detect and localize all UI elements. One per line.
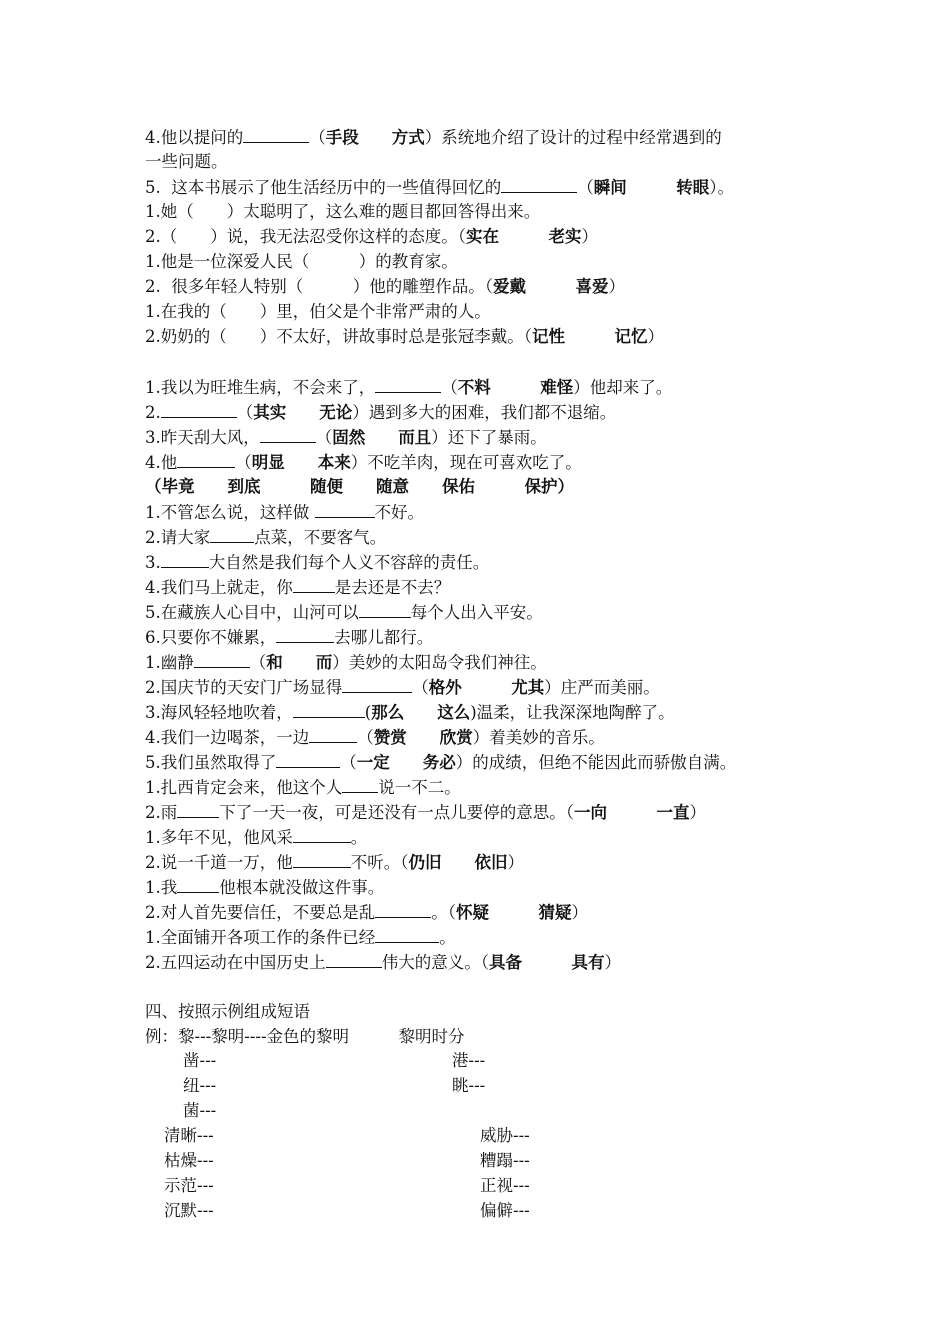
line-text: ）美妙的太阳岛令我们神往。 (332, 653, 547, 672)
word-options: 怀疑 猜疑 (456, 903, 572, 922)
answer-blank[interactable] (177, 876, 219, 893)
line-text: 2.说一千道一万，他 (145, 853, 293, 872)
phrase-item: 糟蹋--- (480, 1151, 530, 1170)
word-options: 实在 老实 (466, 227, 582, 246)
answer-blank[interactable] (210, 526, 254, 543)
line-text: （ (357, 728, 374, 747)
text-line (145, 851, 524, 874)
line-text: （ (249, 653, 267, 672)
text-line (145, 251, 458, 273)
phrase-item: 清晰--- (164, 1126, 214, 1145)
answer-blank[interactable] (276, 751, 340, 768)
line-text: 1.扎西肯定会来，他这个人 (145, 778, 343, 797)
word-options: 格外 尤其 (428, 678, 545, 697)
line-text: 说一不二。 (378, 778, 461, 797)
text-line (145, 451, 582, 474)
line-text: 1.全面铺开各项工作的条件已经 (145, 928, 376, 947)
text-line (145, 601, 543, 624)
line-text: 例：黎---黎明----金色的黎明 黎明时分 (145, 1027, 465, 1046)
line-text: ）的成绩，但绝不能因此而骄傲自满。 (455, 753, 737, 772)
answer-blank[interactable] (359, 601, 411, 618)
phrase-item: 正视--- (480, 1176, 530, 1195)
answer-blank[interactable] (326, 951, 382, 968)
line-text: 2.雨 (145, 803, 178, 822)
phrase-item: 沉默--- (164, 1201, 214, 1220)
line-text: 3. (145, 553, 161, 572)
word-options: （毕竟 到底 随便 随意 保佑 保护） (145, 477, 574, 496)
line-text: 4.他 (145, 453, 178, 472)
line-text: ）系统地介绍了设计的过程中经常遇到的 (424, 128, 722, 147)
text-line (145, 801, 706, 824)
word-options: 具备 具有 (489, 953, 605, 972)
word-options: 那么 这么 (371, 703, 471, 722)
line-text: 1.他是一位深爱人民（ ）的教育家。 (145, 252, 458, 271)
text-line (145, 876, 384, 899)
line-text: ） (581, 227, 598, 246)
phrase-item: 威胁--- (480, 1126, 530, 1145)
text-line (145, 751, 736, 774)
text-line (145, 276, 625, 298)
line-text: 他根本就没做这件事。 (219, 878, 385, 897)
line-text: 5.我们虽然取得了 (145, 753, 277, 772)
line-text: （ (441, 378, 458, 397)
line-text: )温柔，让我深深地陶醉了。 (470, 703, 675, 722)
line-text: 2.国庆节的天安门广场显得 (145, 678, 343, 697)
line-text: ） (647, 327, 664, 346)
answer-blank[interactable] (194, 651, 250, 668)
phrase-item: 菌--- (183, 1101, 217, 1120)
answer-blank[interactable] (243, 126, 309, 143)
answer-blank[interactable] (161, 401, 237, 418)
line-text: 点菜，不要客气。 (254, 528, 387, 547)
answer-blank[interactable] (260, 426, 316, 443)
line-text: ） (689, 803, 706, 822)
line-text: 3.海风轻轻地吹着， (145, 703, 293, 722)
line-text: ）遇到多大的困难，我们都不退缩。 (352, 403, 617, 422)
word-options: 瞬间 转眼 (593, 178, 710, 197)
line-text: 2. 很多年轻人特别（ ）他的雕塑作品。（ (145, 277, 493, 296)
line-text: （ (577, 178, 594, 197)
text-line (145, 926, 456, 949)
text-line (145, 901, 588, 924)
phrase-item: 枯燥--- (164, 1151, 214, 1170)
phrase-item: 偏僻--- (480, 1201, 530, 1220)
answer-blank[interactable] (177, 801, 219, 818)
answer-blank[interactable] (375, 376, 441, 393)
answer-blank[interactable] (375, 926, 439, 943)
line-text: 大自然是我们每个人义不容辞的责任。 (208, 553, 490, 572)
line-text: （ (236, 403, 254, 422)
text-line (145, 326, 664, 348)
answer-blank[interactable] (375, 901, 431, 918)
line-text: 伟大的意义。（ (381, 953, 489, 972)
line-text: 是去还是不去？ (334, 578, 451, 597)
text-line (145, 476, 574, 498)
line-text: 5. 这本书展示了他生活经历中的一些值得回忆的 (145, 178, 502, 197)
answer-blank[interactable] (293, 826, 351, 843)
line-text: （ (315, 428, 333, 447)
answer-blank[interactable] (342, 776, 378, 793)
text-line (145, 126, 722, 149)
answer-blank[interactable] (501, 176, 577, 193)
text-line (145, 651, 547, 674)
answer-blank[interactable] (276, 626, 334, 643)
line-text: 2.对人首先要信任，不要总是乱 (145, 903, 376, 922)
text-line (145, 776, 461, 799)
word-options: 一定 务必 (356, 753, 456, 772)
word-options: 和 而 (266, 653, 333, 672)
text-line (145, 701, 675, 724)
phrase-item: 港--- (452, 1051, 486, 1070)
text-line (145, 626, 433, 649)
line-text: ）庄严而美丽。 (544, 678, 660, 697)
line-text: ）还下了暴雨。 (431, 428, 547, 447)
line-text: 2.（ ）说，我无法忍受你这样的态度。（ (145, 227, 466, 246)
line-text: 1.我 (145, 878, 178, 897)
answer-blank[interactable] (293, 851, 351, 868)
text-line (145, 151, 228, 173)
line-text: 。 (439, 928, 456, 947)
line-text: ） (571, 903, 588, 922)
answer-blank[interactable] (315, 501, 375, 518)
word-options: 赞赏 欣赏 (373, 728, 473, 747)
line-text: ） (608, 277, 625, 296)
text-line (145, 401, 616, 424)
line-text: （ (412, 678, 429, 697)
line-text: 一些问题。 (145, 152, 228, 171)
line-text: 1.我以为旺堆生病，不会来了， (145, 378, 376, 397)
word-options: 其实 无论 (253, 403, 353, 422)
text-line (145, 526, 386, 549)
line-text: 1.在我的（ ）里，伯父是个非常严肃的人。 (145, 302, 491, 321)
word-options: 明显 本来 (251, 453, 351, 472)
line-text: 2.请大家 (145, 528, 211, 547)
line-text: （ (309, 128, 326, 147)
text-line (145, 201, 540, 223)
line-text: 2. (145, 403, 161, 422)
text-line (145, 951, 621, 974)
word-options: 一向 一直 (574, 803, 690, 822)
phrase-item: 纽--- (183, 1076, 217, 1095)
line-text: ）他却来了。 (573, 378, 673, 397)
line-text: 去哪儿都行。 (334, 628, 434, 647)
word-options: 手段 方式 (325, 128, 425, 147)
line-text: 4.我们一边喝茶，一边 (145, 728, 310, 747)
text-line (145, 226, 598, 248)
line-text: 2.奶奶的（ ）不太好，讲故事时总是张冠李戴。（ (145, 327, 532, 346)
word-options: 固然 而且 (332, 428, 432, 447)
line-text: 。（ (431, 903, 456, 922)
line-text: 1.幽静 (145, 653, 194, 672)
answer-blank[interactable] (177, 451, 235, 468)
word-options: 爱戴 喜爱 (492, 277, 609, 296)
text-line (145, 301, 491, 323)
word-options: 记性 记忆 (532, 327, 648, 346)
line-text: （ (235, 453, 252, 472)
text-line (145, 376, 672, 399)
text-line (145, 576, 450, 599)
phrase-item: 凿--- (183, 1051, 217, 1070)
answer-blank[interactable] (342, 676, 412, 693)
text-line (145, 1001, 310, 1023)
text-line (145, 176, 734, 199)
text-line (145, 676, 660, 699)
text-line (145, 426, 547, 449)
line-text: 。 (350, 828, 368, 847)
line-text: 6.只要你不嫌累， (145, 628, 277, 647)
word-options: 不料 难怪 (457, 378, 574, 397)
text-line (145, 726, 605, 749)
answer-blank[interactable] (293, 701, 365, 718)
line-text: （ (340, 753, 357, 772)
line-text: 1.多年不见，他风采 (145, 828, 293, 847)
line-text: ）着美妙的音乐。 (472, 728, 605, 747)
line-text: 每个人出入平安。 (410, 603, 543, 622)
line-text: 5.在藏族人心目中，山河可以 (145, 603, 359, 622)
text-line (145, 551, 489, 574)
line-text: ） (604, 953, 621, 972)
line-text: 1.她（ ）太聪明了，这么难的题目都回答得出来。 (145, 202, 541, 221)
phrase-item: 眺--- (452, 1076, 486, 1095)
line-text: 不听。（ (350, 853, 409, 872)
line-text: 2.五四运动在中国历史上 (145, 953, 326, 972)
answer-blank[interactable] (161, 551, 209, 568)
line-text: 下了一天一夜，可是还没有一点儿要停的意思。（ (219, 803, 574, 822)
text-line (145, 1026, 465, 1048)
line-text: 四、按照示例组成短语 (145, 1002, 310, 1021)
line-text: 1.不管怎么说，这样做 (145, 503, 315, 522)
line-text: 4.他以提问的 (145, 128, 244, 147)
line-text: 3.昨天刮大风， (145, 428, 260, 447)
word-options: 仍旧 依旧 (408, 853, 508, 872)
line-text: 4.我们马上就走，你 (145, 578, 293, 597)
phrase-item: 示范--- (164, 1176, 214, 1195)
answer-blank[interactable] (309, 726, 357, 743)
text-line (145, 826, 367, 849)
line-text: ）不吃羊肉，现在可喜欢吃了。 (350, 453, 582, 472)
line-text: ( (364, 703, 372, 722)
answer-blank[interactable] (293, 576, 335, 593)
line-text: 不好。 (374, 503, 424, 522)
text-line (145, 501, 424, 524)
line-text: ）。 (709, 178, 734, 197)
line-text: ） (507, 853, 524, 872)
